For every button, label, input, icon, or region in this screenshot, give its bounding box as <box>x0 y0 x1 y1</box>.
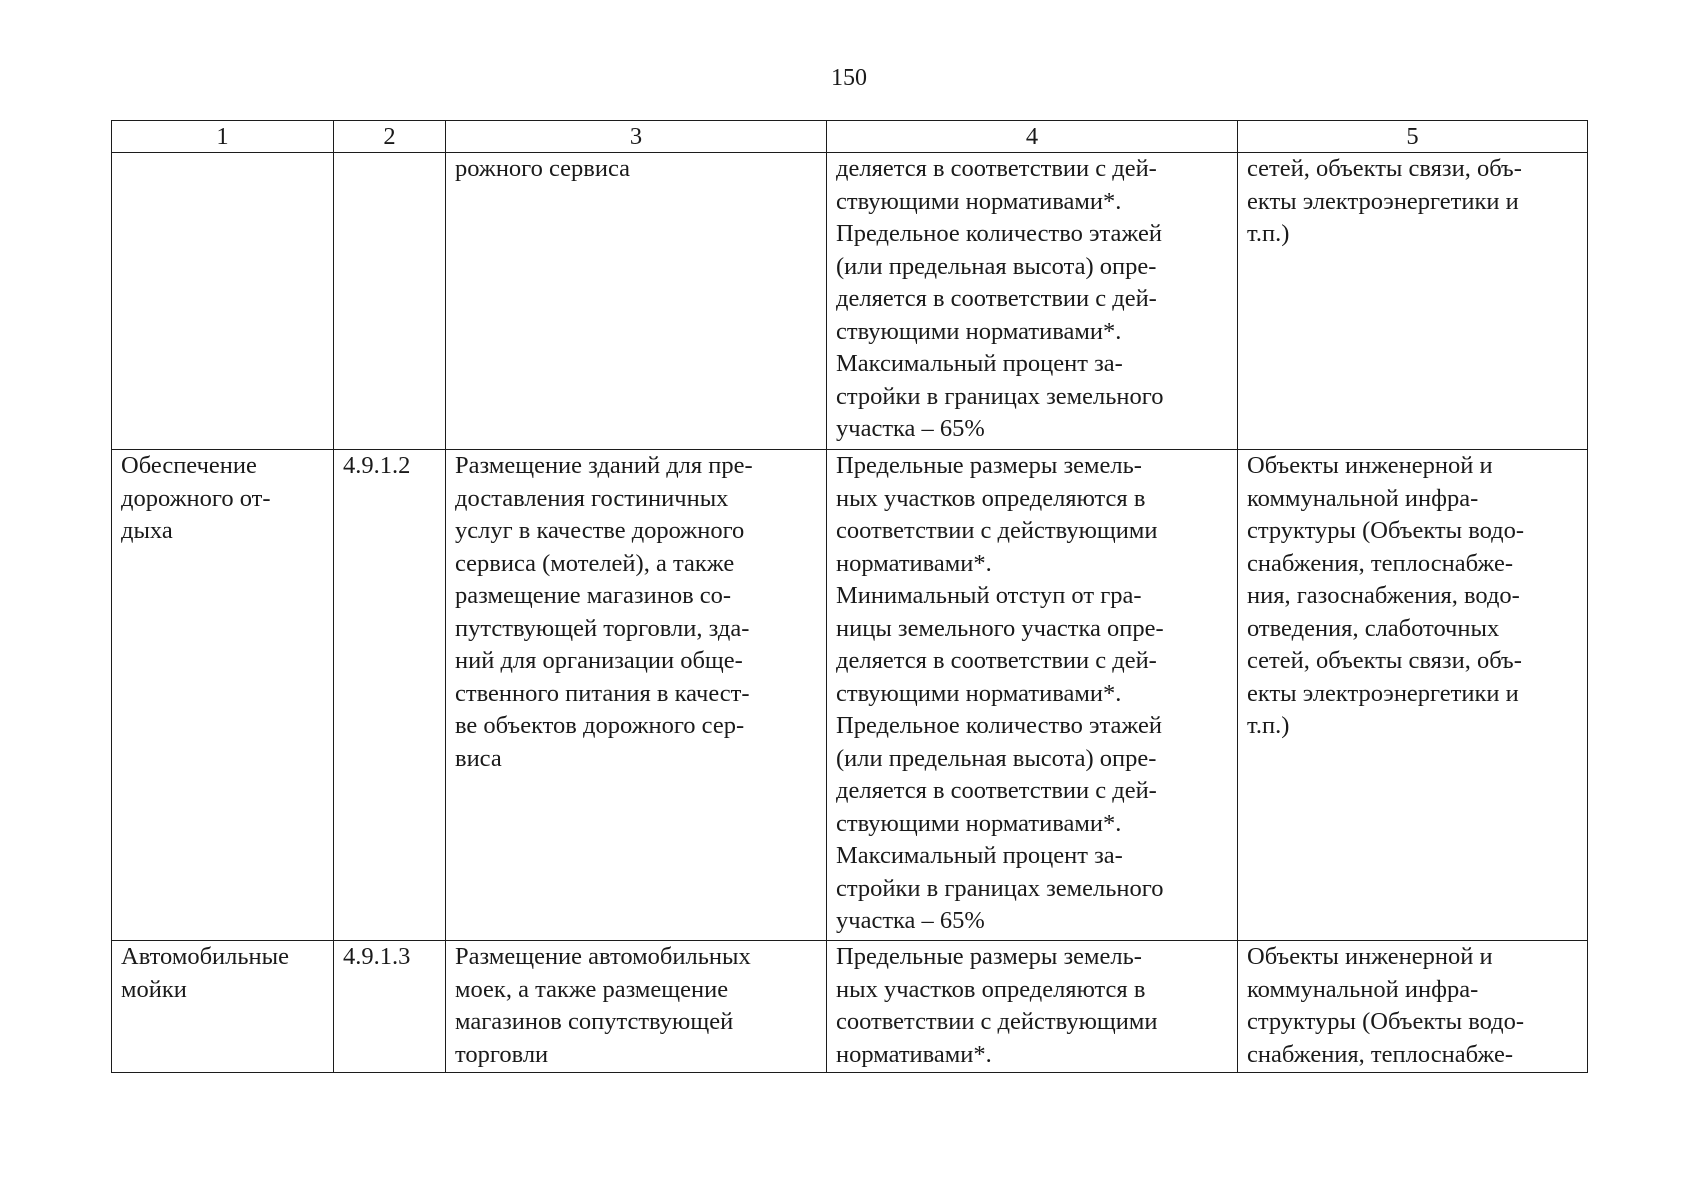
use-code: 4.9.1.3 <box>343 943 411 970</box>
table-row <box>112 941 1588 1073</box>
use-parameters-cell <box>827 450 1238 941</box>
use-description: Размещение автомобильных моек, а также размещение магазинов сопутствующей торговли <box>455 943 751 1068</box>
use-parameters-cell <box>827 153 1238 450</box>
table-header-row <box>112 121 1588 153</box>
use-code-cell <box>334 450 446 941</box>
column-header-4: 4 <box>827 121 1238 153</box>
use-description: рожного сервиса <box>455 155 631 182</box>
column-header-2: 2 <box>334 121 446 153</box>
auxiliary-uses-cell <box>1238 153 1588 450</box>
use-description-cell <box>446 153 827 450</box>
auxiliary-uses-cell <box>1238 450 1588 941</box>
use-name: Автомобильные мойки <box>121 943 289 1003</box>
regulations-table <box>111 120 1588 1073</box>
use-description-cell <box>446 450 827 941</box>
table-row <box>112 450 1588 941</box>
use-code-cell <box>334 941 446 1073</box>
use-code-cell <box>334 153 446 450</box>
column-header-3: 3 <box>446 121 827 153</box>
use-name-cell <box>112 153 334 450</box>
use-parameters: Предельные размеры земель- ных участков определяются в соответствии с действующими нормативами*. Минимальный отступ от гра- ницы земельного участка опре- деляется в соответствии с дей- ствующими нормативами*. Предельное количество этажей (или предельная высота) опре- деляется в соответствии с дей- ствующими нормативами*. Максимальный процент за- стройки в границах земельного участка – 65% <box>836 452 1164 934</box>
page-number: 150 <box>831 65 867 91</box>
auxiliary-uses: Объекты инженерной и коммунальной инфра- структуры (Объекты водо- снабжения, теплоснабже- ния, газоснабжения, водо- отведения, слаботочных сетей, объекты связи, объ- екты электроэнергетики и т.п.) <box>1247 452 1525 739</box>
auxiliary-uses-cell <box>1238 941 1588 1073</box>
table-row <box>112 153 1588 450</box>
use-parameters: Предельные размеры земель- ных участков определяются в соответствии с действующими нормативами*. <box>836 943 1158 1068</box>
use-parameters: деляется в соответствии с дей- ствующими нормативами*. Предельное количество этажей (или предельная высота) опре- деляется в соответствии с дей- ствующими нормативами*. Максимальный процент за- стройки в границах земельного участка – 65% <box>836 155 1164 442</box>
auxiliary-uses: Объекты инженерной и коммунальной инфра- структуры (Объекты водо- снабжения, теплоснабже- <box>1247 943 1525 1068</box>
use-name-cell <box>112 941 334 1073</box>
use-name: Обеспечение дорожного от- дыха <box>121 452 271 544</box>
use-description: Размещение зданий для пре- доставления гостиничных услуг в качестве дорожного сервиса (мотелей), а также размещение магазинов со- путствующей торговли, зда- ний для организации обще- ственного питания в качест- ве объектов дорожного сер- виса <box>455 452 753 772</box>
column-header-5: 5 <box>1238 121 1588 153</box>
use-code: 4.9.1.2 <box>343 452 411 479</box>
use-name-cell <box>112 450 334 941</box>
use-parameters-cell <box>827 941 1238 1073</box>
use-description-cell <box>446 941 827 1073</box>
auxiliary-uses: сетей, объекты связи, объ- екты электроэнергетики и т.п.) <box>1247 155 1522 247</box>
column-header-1: 1 <box>112 121 334 153</box>
